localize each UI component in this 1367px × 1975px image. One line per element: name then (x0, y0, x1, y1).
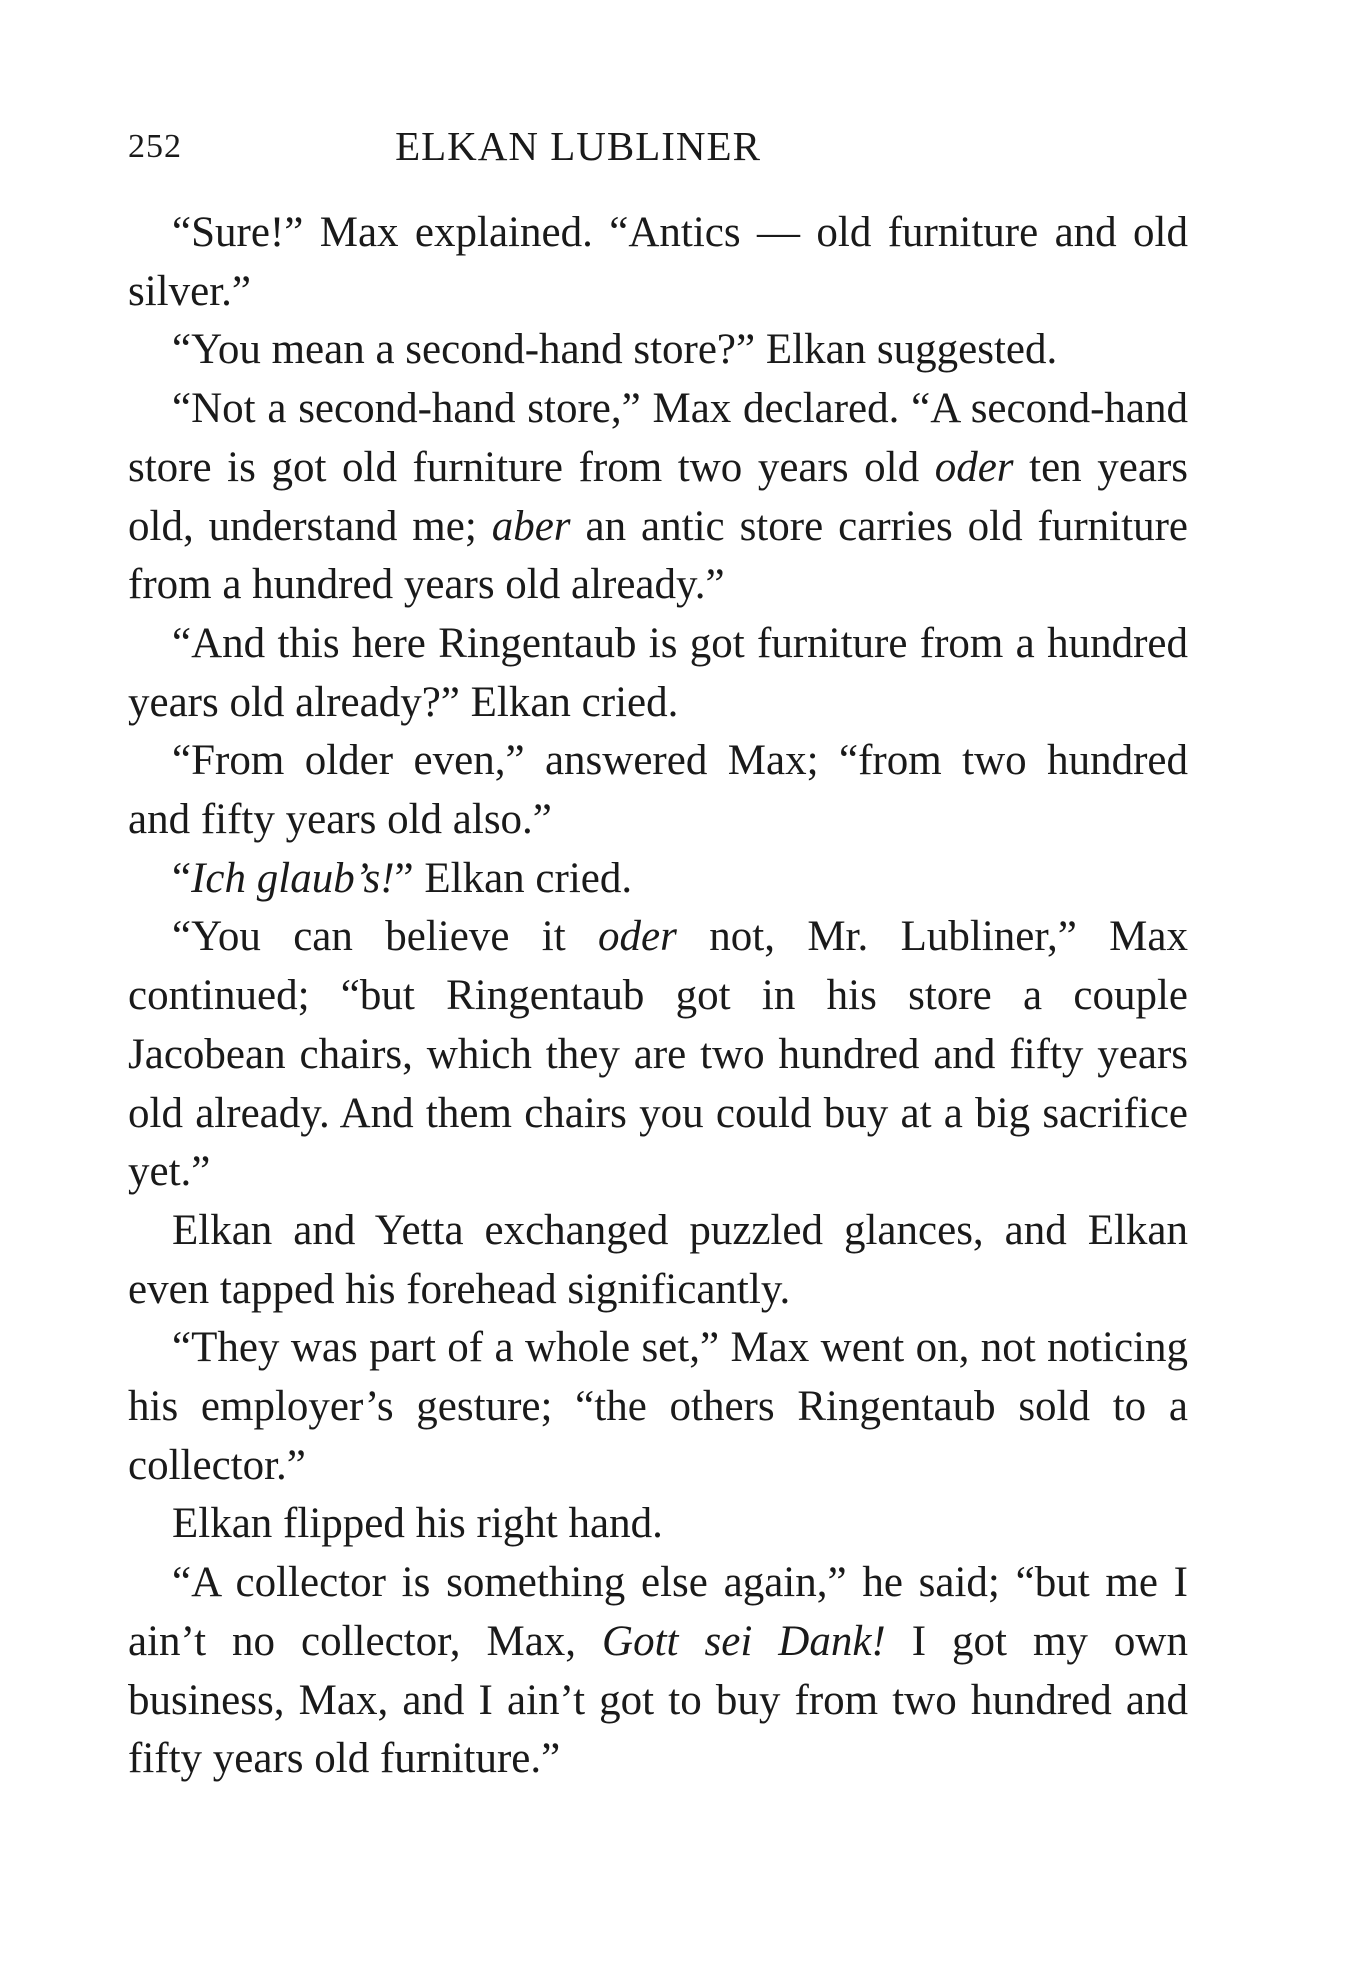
text-run: ” Elkan cried. (394, 854, 633, 902)
paragraph-10: Elkan flipped his right hand. (172, 1500, 663, 1548)
italic-word: oder (934, 443, 1014, 491)
body-text (128, 204, 1188, 1789)
paragraph-1: “Sure!” Max explained. “Antics — old furniture and old silver.” (128, 209, 1188, 315)
page-number: 252 (128, 128, 182, 165)
italic-phrase: Ich glaub’s! (191, 854, 395, 902)
italic-word: oder (598, 913, 677, 961)
paragraph-7 (128, 908, 1188, 1202)
paragraph-11 (128, 1554, 1188, 1789)
paragraph-9: “They was part of a whole set,” Max went on, not noticing his employer’s gesture; “the others Ringentaub sold to a collector.” (128, 1324, 1188, 1489)
paragraph-6 (128, 850, 1188, 909)
text-run: “You can believe it (172, 913, 599, 961)
paragraph-8: Elkan and Yetta exchanged puzzled glances, and Elkan even tapped his forehead significantly. (128, 1206, 1188, 1313)
text-run: ten years old, understand me; (128, 443, 1188, 550)
italic-word: aber (491, 502, 571, 550)
text-run: “ (172, 854, 192, 902)
book-title: ELKAN LUBLINER (395, 123, 761, 169)
text-run: not, Mr. Lubliner,” Max continued; “but Ringentaub got in his store a couple Jacobean chairs, which they are two hundred and fifty years old already. And them chairs you could buy at a big sacrifice yet.” (128, 913, 1188, 1196)
text-run: “A collector is something else again,” he said; “but me I ain’t no collector, Max, (128, 1559, 1188, 1665)
paragraph-3 (128, 380, 1188, 615)
paragraph-2: “You mean a second-hand store?” Elkan suggested. (172, 326, 1058, 374)
paragraph-5: “From older even,” answered Max; “from two hundred and fifty years old also.” (128, 737, 1188, 844)
running-head (128, 122, 1188, 178)
text-run: an antic store carries old furniture from a hundred years old already.” (128, 502, 1188, 609)
italic-phrase: Gott sei Dank! (602, 1617, 886, 1665)
text-run: “Not a second-hand store,” Max declared. “A second-hand store is got old furniture from two years old (128, 385, 1188, 491)
paragraph-4: “And this here Ringentaub is got furniture from a hundred years old already?” Elkan cried. (128, 619, 1188, 726)
text-run: I got my own business, Max, and I ain’t got to buy from two hundred and fifty years old furniture.” (128, 1617, 1188, 1783)
